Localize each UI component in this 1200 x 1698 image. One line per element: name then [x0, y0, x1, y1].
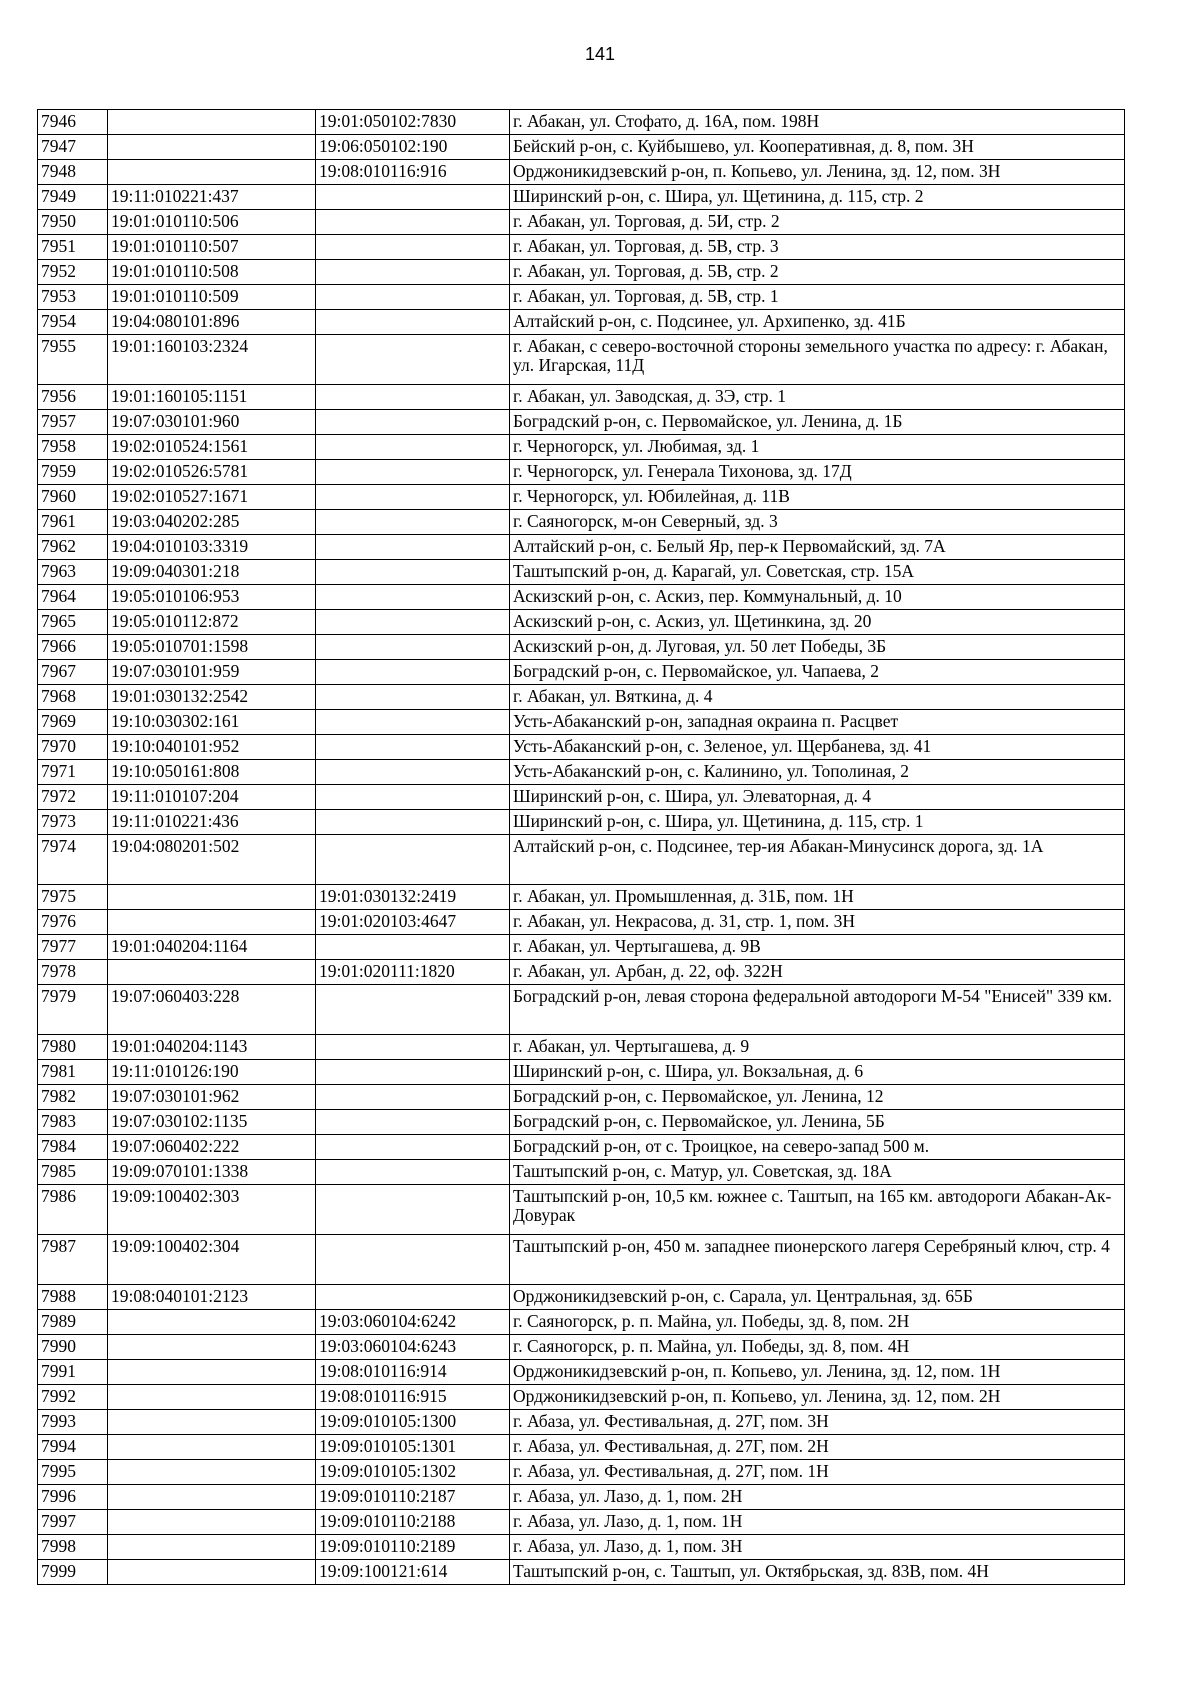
row-number-cell: 7992	[38, 1385, 108, 1410]
cadastral-number-cell: 19:04:080201:502	[108, 835, 316, 885]
table-row	[38, 1135, 1125, 1160]
premises-cadastral-number-cell	[316, 385, 510, 410]
address-cell: Алтайский р-он, с. Подсинее, ул. Архипенко, зд. 41Б	[510, 310, 1125, 335]
row-number-cell: 7958	[38, 435, 108, 460]
address-cell: г. Черногорск, ул. Любимая, зд. 1	[510, 435, 1125, 460]
table-row	[38, 835, 1125, 885]
row-number-cell: 7984	[38, 1135, 108, 1160]
row-number-cell: 7988	[38, 1285, 108, 1310]
premises-cadastral-number-cell	[316, 1185, 510, 1235]
row-number-cell: 7998	[38, 1535, 108, 1560]
table-row	[38, 385, 1125, 410]
row-number-cell: 7969	[38, 710, 108, 735]
row-number-cell: 7974	[38, 835, 108, 885]
cadastral-number-cell: 19:04:080101:896	[108, 310, 316, 335]
property-table	[37, 109, 1125, 1585]
row-number-cell: 7949	[38, 185, 108, 210]
premises-cadastral-number-cell	[316, 435, 510, 460]
address-cell: г. Абакан, ул. Арбан, д. 22, оф. 322Н	[510, 960, 1125, 985]
cadastral-number-cell: 19:10:050161:808	[108, 760, 316, 785]
cadastral-number-cell	[108, 1410, 316, 1435]
cadastral-number-cell: 19:07:030101:962	[108, 1085, 316, 1110]
address-cell: Алтайский р-он, с. Белый Яр, пер-к Первомайский, зд. 7А	[510, 535, 1125, 560]
cadastral-number-cell	[108, 1460, 316, 1485]
table-row	[38, 310, 1125, 335]
cadastral-number-cell: 19:02:010527:1671	[108, 485, 316, 510]
premises-cadastral-number-cell	[316, 535, 510, 560]
address-cell: Ширинский р-он, с. Шира, ул. Элеваторная, д. 4	[510, 785, 1125, 810]
address-cell: г. Абакан, ул. Чертыгашева, д. 9	[510, 1035, 1125, 1060]
row-number-cell: 7973	[38, 810, 108, 835]
row-number-cell: 7957	[38, 410, 108, 435]
row-number-cell: 7948	[38, 160, 108, 185]
table-row	[38, 510, 1125, 535]
table-row	[38, 285, 1125, 310]
address-cell: г. Абакан, с северо-восточной стороны земельного участка по адресу: г. Абакан, ул. Игарская, 11Д	[510, 335, 1125, 385]
address-cell: г. Саяногорск, м-он Северный, зд. 3	[510, 510, 1125, 535]
address-cell: Орджоникидзевский р-он, с. Сарала, ул. Центральная, зд. 65Б	[510, 1285, 1125, 1310]
cadastral-number-cell: 19:09:100402:304	[108, 1235, 316, 1285]
cadastral-number-cell: 19:05:010112:872	[108, 610, 316, 635]
address-cell: Ширинский р-он, с. Шира, ул. Вокзальная, д. 6	[510, 1060, 1125, 1085]
address-cell: г. Черногорск, ул. Генерала Тихонова, зд. 17Д	[510, 460, 1125, 485]
table-row	[38, 210, 1125, 235]
row-number-cell: 7964	[38, 585, 108, 610]
row-number-cell: 7953	[38, 285, 108, 310]
address-cell: Аскизский р-он, с. Аскиз, пер. Коммунальный, д. 10	[510, 585, 1125, 610]
premises-cadastral-number-cell	[316, 260, 510, 285]
cadastral-number-cell: 19:10:040101:952	[108, 735, 316, 760]
premises-cadastral-number-cell: 19:03:060104:6243	[316, 1335, 510, 1360]
table-row	[38, 685, 1125, 710]
table-row	[38, 1460, 1125, 1485]
cadastral-number-cell: 19:01:010110:508	[108, 260, 316, 285]
premises-cadastral-number-cell: 19:01:050102:7830	[316, 110, 510, 135]
table-row	[38, 535, 1125, 560]
address-cell: г. Абаза, ул. Лазо, д. 1, пом. 2Н	[510, 1485, 1125, 1510]
address-cell: Таштыпский р-он, с. Матур, ул. Советская, зд. 18А	[510, 1160, 1125, 1185]
premises-cadastral-number-cell	[316, 485, 510, 510]
row-number-cell: 7968	[38, 685, 108, 710]
row-number-cell: 7996	[38, 1485, 108, 1510]
premises-cadastral-number-cell	[316, 1285, 510, 1310]
table-row	[38, 1185, 1125, 1235]
table-row	[38, 1385, 1125, 1410]
table-row	[38, 1510, 1125, 1535]
cadastral-number-cell: 19:11:010126:190	[108, 1060, 316, 1085]
row-number-cell: 7972	[38, 785, 108, 810]
cadastral-number-cell: 19:02:010526:5781	[108, 460, 316, 485]
premises-cadastral-number-cell	[316, 610, 510, 635]
table-row	[38, 610, 1125, 635]
row-number-cell: 7954	[38, 310, 108, 335]
address-cell: г. Абаза, ул. Лазо, д. 1, пом. 3Н	[510, 1535, 1125, 1560]
address-cell: г. Абаза, ул. Фестивальная, д. 27Г, пом. 1Н	[510, 1460, 1125, 1485]
table-row	[38, 1435, 1125, 1460]
address-cell: г. Абакан, ул. Вяткина, д. 4	[510, 685, 1125, 710]
premises-cadastral-number-cell	[316, 810, 510, 835]
cadastral-number-cell: 19:01:040204:1164	[108, 935, 316, 960]
address-cell: Аскизский р-он, с. Аскиз, ул. Щетинкина, зд. 20	[510, 610, 1125, 635]
premises-cadastral-number-cell: 19:08:010116:916	[316, 160, 510, 185]
cadastral-number-cell: 19:09:040301:218	[108, 560, 316, 585]
row-number-cell: 7989	[38, 1310, 108, 1335]
row-number-cell: 7971	[38, 760, 108, 785]
row-number-cell: 7963	[38, 560, 108, 585]
cadastral-number-cell: 19:07:030101:960	[108, 410, 316, 435]
cadastral-number-cell	[108, 960, 316, 985]
premises-cadastral-number-cell	[316, 935, 510, 960]
premises-cadastral-number-cell	[316, 710, 510, 735]
address-cell: г. Саяногорск, р. п. Майна, ул. Победы, зд. 8, пом. 4Н	[510, 1335, 1125, 1360]
address-cell: Орджоникидзевский р-он, п. Копьево, ул. Ленина, зд. 12, пом. 2Н	[510, 1385, 1125, 1410]
address-cell: г. Черногорск, ул. Юбилейная, д. 11В	[510, 485, 1125, 510]
table-row	[38, 935, 1125, 960]
premises-cadastral-number-cell	[316, 185, 510, 210]
address-cell: Алтайский р-он, с. Подсинее, тер-ия Абакан-Минусинск дорога, зд. 1А	[510, 835, 1125, 885]
address-cell: Боградский р-он, с. Первомайское, ул. Ленина, 5Б	[510, 1110, 1125, 1135]
row-number-cell: 7967	[38, 660, 108, 685]
row-number-cell: 7955	[38, 335, 108, 385]
row-number-cell: 7981	[38, 1060, 108, 1085]
cadastral-number-cell	[108, 1385, 316, 1410]
cadastral-number-cell: 19:01:010110:507	[108, 235, 316, 260]
premises-cadastral-number-cell: 19:09:010110:2189	[316, 1535, 510, 1560]
cadastral-number-cell	[108, 110, 316, 135]
address-cell: Боградский р-он, с. Первомайское, ул. Чапаева, 2	[510, 660, 1125, 685]
table-row	[38, 1110, 1125, 1135]
cadastral-number-cell: 19:04:010103:3319	[108, 535, 316, 560]
premises-cadastral-number-cell	[316, 660, 510, 685]
table-row	[38, 1360, 1125, 1385]
premises-cadastral-number-cell: 19:01:020111:1820	[316, 960, 510, 985]
row-number-cell: 7970	[38, 735, 108, 760]
row-number-cell: 7978	[38, 960, 108, 985]
premises-cadastral-number-cell	[316, 985, 510, 1035]
cadastral-number-cell	[108, 1560, 316, 1585]
row-number-cell: 7991	[38, 1360, 108, 1385]
premises-cadastral-number-cell	[316, 410, 510, 435]
cadastral-number-cell: 19:09:070101:1338	[108, 1160, 316, 1185]
cadastral-number-cell: 19:08:040101:2123	[108, 1285, 316, 1310]
table-row	[38, 185, 1125, 210]
premises-cadastral-number-cell	[316, 785, 510, 810]
address-cell: г. Абакан, ул. Чертыгашева, д. 9В	[510, 935, 1125, 960]
cadastral-number-cell: 19:07:030101:959	[108, 660, 316, 685]
premises-cadastral-number-cell	[316, 760, 510, 785]
table-row	[38, 810, 1125, 835]
table-row	[38, 1285, 1125, 1310]
row-number-cell: 7995	[38, 1460, 108, 1485]
cadastral-number-cell: 19:10:030302:161	[108, 710, 316, 735]
address-cell: г. Саяногорск, р. п. Майна, ул. Победы, зд. 8, пом. 2Н	[510, 1310, 1125, 1335]
premises-cadastral-number-cell: 19:09:010110:2188	[316, 1510, 510, 1535]
table-row	[38, 410, 1125, 435]
table-row	[38, 335, 1125, 385]
table-row	[38, 1060, 1125, 1085]
cadastral-number-cell	[108, 135, 316, 160]
premises-cadastral-number-cell	[316, 310, 510, 335]
address-cell: Таштыпский р-он, 450 м. западнее пионерского лагеря Серебряный ключ, стр. 4	[510, 1235, 1125, 1285]
row-number-cell: 7982	[38, 1085, 108, 1110]
row-number-cell: 7951	[38, 235, 108, 260]
premises-cadastral-number-cell	[316, 1160, 510, 1185]
table-row	[38, 1160, 1125, 1185]
cadastral-number-cell	[108, 885, 316, 910]
premises-cadastral-number-cell: 19:09:100121:614	[316, 1560, 510, 1585]
premises-cadastral-number-cell	[316, 210, 510, 235]
row-number-cell: 7962	[38, 535, 108, 560]
address-cell: Боградский р-он, с. Первомайское, ул. Ленина, 12	[510, 1085, 1125, 1110]
premises-cadastral-number-cell	[316, 235, 510, 260]
premises-cadastral-number-cell	[316, 1235, 510, 1285]
cadastral-number-cell	[108, 1485, 316, 1510]
address-cell: Таштыпский р-он, д. Карагай, ул. Советская, стр. 15А	[510, 560, 1125, 585]
address-cell: Ширинский р-он, с. Шира, ул. Щетинина, д. 115, стр. 2	[510, 185, 1125, 210]
table-row	[38, 1035, 1125, 1060]
address-cell: Бейский р-он, с. Куйбышево, ул. Кооперативная, д. 8, пом. 3Н	[510, 135, 1125, 160]
row-number-cell: 7986	[38, 1185, 108, 1235]
premises-cadastral-number-cell: 19:09:010105:1300	[316, 1410, 510, 1435]
cadastral-number-cell: 19:11:010107:204	[108, 785, 316, 810]
row-number-cell: 7960	[38, 485, 108, 510]
table-row	[38, 1235, 1125, 1285]
cadastral-number-cell: 19:01:040204:1143	[108, 1035, 316, 1060]
premises-cadastral-number-cell: 19:08:010116:915	[316, 1385, 510, 1410]
table-row	[38, 760, 1125, 785]
cadastral-number-cell	[108, 1310, 316, 1335]
table-row	[38, 235, 1125, 260]
row-number-cell: 7983	[38, 1110, 108, 1135]
address-cell: г. Абакан, ул. Заводская, д. 3Э, стр. 1	[510, 385, 1125, 410]
cadastral-number-cell: 19:11:010221:436	[108, 810, 316, 835]
premises-cadastral-number-cell: 19:01:020103:4647	[316, 910, 510, 935]
table-row	[38, 110, 1125, 135]
address-cell: г. Абакан, ул. Торговая, д. 5И, стр. 2	[510, 210, 1125, 235]
premises-cadastral-number-cell: 19:09:010105:1301	[316, 1435, 510, 1460]
row-number-cell: 7987	[38, 1235, 108, 1285]
cadastral-number-cell: 19:03:040202:285	[108, 510, 316, 535]
table-row	[38, 435, 1125, 460]
cadastral-number-cell: 19:01:010110:506	[108, 210, 316, 235]
premises-cadastral-number-cell: 19:09:010105:1302	[316, 1460, 510, 1485]
premises-cadastral-number-cell	[316, 1110, 510, 1135]
cadastral-number-cell: 19:01:160103:2324	[108, 335, 316, 385]
cadastral-number-cell: 19:11:010221:437	[108, 185, 316, 210]
row-number-cell: 7993	[38, 1410, 108, 1435]
address-cell: г. Абаза, ул. Фестивальная, д. 27Г, пом. 2Н	[510, 1435, 1125, 1460]
cadastral-number-cell: 19:07:060403:228	[108, 985, 316, 1035]
table-row	[38, 1535, 1125, 1560]
address-cell: Таштыпский р-он, с. Таштып, ул. Октябрьская, зд. 83В, пом. 4Н	[510, 1560, 1125, 1585]
premises-cadastral-number-cell	[316, 285, 510, 310]
cadastral-number-cell: 19:05:010106:953	[108, 585, 316, 610]
row-number-cell: 7952	[38, 260, 108, 285]
table-row	[38, 1560, 1125, 1585]
cadastral-number-cell	[108, 160, 316, 185]
table-row	[38, 1310, 1125, 1335]
address-cell: г. Абакан, ул. Некрасова, д. 31, стр. 1, пом. 3Н	[510, 910, 1125, 935]
cadastral-number-cell: 19:07:030102:1135	[108, 1110, 316, 1135]
table-row	[38, 710, 1125, 735]
row-number-cell: 7990	[38, 1335, 108, 1360]
premises-cadastral-number-cell	[316, 510, 510, 535]
premises-cadastral-number-cell	[316, 1135, 510, 1160]
table-row	[38, 1410, 1125, 1435]
row-number-cell: 7975	[38, 885, 108, 910]
row-number-cell: 7999	[38, 1560, 108, 1585]
address-cell: г. Абаза, ул. Лазо, д. 1, пом. 1Н	[510, 1510, 1125, 1535]
premises-cadastral-number-cell	[316, 1035, 510, 1060]
address-cell: Боградский р-он, от с. Троицкое, на северо-запад 500 м.	[510, 1135, 1125, 1160]
table-row	[38, 885, 1125, 910]
address-cell: г. Абакан, ул. Торговая, д. 5В, стр. 1	[510, 285, 1125, 310]
premises-cadastral-number-cell	[316, 685, 510, 710]
cadastral-number-cell: 19:01:030132:2542	[108, 685, 316, 710]
table-row	[38, 985, 1125, 1035]
address-cell: г. Абакан, ул. Промышленная, д. 31Б, пом. 1Н	[510, 885, 1125, 910]
address-cell: г. Абакан, ул. Торговая, д. 5В, стр. 3	[510, 235, 1125, 260]
premises-cadastral-number-cell	[316, 460, 510, 485]
premises-cadastral-number-cell	[316, 560, 510, 585]
address-cell: Усть-Абаканский р-он, с. Калинино, ул. Тополиная, 2	[510, 760, 1125, 785]
address-cell: Таштыпский р-он, 10,5 км. южнее с. Таштып, на 165 км. автодороги Абакан-Ак-Довурак	[510, 1185, 1125, 1235]
address-cell: Ширинский р-он, с. Шира, ул. Щетинина, д. 115, стр. 1	[510, 810, 1125, 835]
premises-cadastral-number-cell: 19:03:060104:6242	[316, 1310, 510, 1335]
table-row	[38, 785, 1125, 810]
table-row	[38, 1335, 1125, 1360]
row-number-cell: 7980	[38, 1035, 108, 1060]
address-cell: Аскизский р-он, д. Луговая, ул. 50 лет Победы, 3Б	[510, 635, 1125, 660]
address-cell: г. Абакан, ул. Стофато, д. 16А, пом. 198Н	[510, 110, 1125, 135]
premises-cadastral-number-cell: 19:09:010110:2187	[316, 1485, 510, 1510]
cadastral-number-cell: 19:01:160105:1151	[108, 385, 316, 410]
row-number-cell: 7950	[38, 210, 108, 235]
row-number-cell: 7961	[38, 510, 108, 535]
address-cell: Усть-Абаканский р-он, западная окраина п. Расцвет	[510, 710, 1125, 735]
row-number-cell: 7994	[38, 1435, 108, 1460]
row-number-cell: 7977	[38, 935, 108, 960]
cadastral-number-cell: 19:01:010110:509	[108, 285, 316, 310]
premises-cadastral-number-cell	[316, 735, 510, 760]
row-number-cell: 7979	[38, 985, 108, 1035]
premises-cadastral-number-cell	[316, 585, 510, 610]
premises-cadastral-number-cell	[316, 1085, 510, 1110]
row-number-cell: 7965	[38, 610, 108, 635]
address-cell: Орджоникидзевский р-он, п. Копьево, ул. Ленина, зд. 12, пом. 3Н	[510, 160, 1125, 185]
premises-cadastral-number-cell: 19:01:030132:2419	[316, 885, 510, 910]
address-cell: г. Абакан, ул. Торговая, д. 5В, стр. 2	[510, 260, 1125, 285]
table-row	[38, 910, 1125, 935]
table-row	[38, 1085, 1125, 1110]
cadastral-number-cell	[108, 910, 316, 935]
table-row	[38, 585, 1125, 610]
table-row	[38, 260, 1125, 285]
row-number-cell: 7959	[38, 460, 108, 485]
table-row	[38, 960, 1125, 985]
address-cell: Усть-Абаканский р-он, с. Зеленое, ул. Щербанева, зд. 41	[510, 735, 1125, 760]
table-row	[38, 1485, 1125, 1510]
cadastral-number-cell	[108, 1435, 316, 1460]
cadastral-number-cell	[108, 1510, 316, 1535]
table-row	[38, 635, 1125, 660]
row-number-cell: 7946	[38, 110, 108, 135]
table-row	[38, 460, 1125, 485]
table-row	[38, 735, 1125, 760]
cadastral-number-cell: 19:02:010524:1561	[108, 435, 316, 460]
row-number-cell: 7997	[38, 1510, 108, 1535]
table-row	[38, 560, 1125, 585]
row-number-cell: 7985	[38, 1160, 108, 1185]
address-cell: Орджоникидзевский р-он, п. Копьево, ул. Ленина, зд. 12, пом. 1Н	[510, 1360, 1125, 1385]
table-row	[38, 660, 1125, 685]
row-number-cell: 7966	[38, 635, 108, 660]
cadastral-number-cell: 19:07:060402:222	[108, 1135, 316, 1160]
table-row	[38, 160, 1125, 185]
table-row	[38, 135, 1125, 160]
cadastral-number-cell	[108, 1535, 316, 1560]
row-number-cell: 7947	[38, 135, 108, 160]
page-number: 141	[584, 44, 616, 64]
premises-cadastral-number-cell	[316, 1060, 510, 1085]
row-number-cell: 7956	[38, 385, 108, 410]
premises-cadastral-number-cell	[316, 335, 510, 385]
premises-cadastral-number-cell	[316, 635, 510, 660]
premises-cadastral-number-cell: 19:08:010116:914	[316, 1360, 510, 1385]
cadastral-number-cell: 19:09:100402:303	[108, 1185, 316, 1235]
cadastral-number-cell: 19:05:010701:1598	[108, 635, 316, 660]
cadastral-number-cell	[108, 1360, 316, 1385]
premises-cadastral-number-cell: 19:06:050102:190	[316, 135, 510, 160]
address-cell: Боградский р-он, с. Первомайское, ул. Ленина, д. 1Б	[510, 410, 1125, 435]
table-row	[38, 485, 1125, 510]
premises-cadastral-number-cell	[316, 835, 510, 885]
address-cell: г. Абаза, ул. Фестивальная, д. 27Г, пом. 3Н	[510, 1410, 1125, 1435]
row-number-cell: 7976	[38, 910, 108, 935]
cadastral-number-cell	[108, 1335, 316, 1360]
address-cell: Боградский р-он, левая сторона федеральной автодороги М-54 "Енисей" 339 км.	[510, 985, 1125, 1035]
